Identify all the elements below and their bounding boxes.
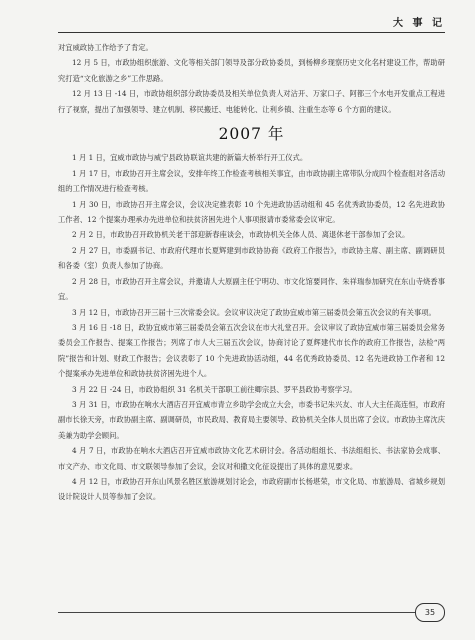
header-rule (58, 32, 445, 33)
paragraph: 3 月 31 日，市政协在响水大酒店召开宜威市青立乡助学会成立大会，市委书记朱兴友、市人大主任高连恒，市政府副市长徐天旁，市政协副主席、副调研员，市民政局、教育局主要领导、政协机关全体人员出席了会议。市政协主席沈庆美兼为助学会顾问。 (58, 399, 445, 440)
paragraph: 4 月 12 日，市政协召开东山风景名胜区旅游规划讨论会，市政府副市长杨堪荣，市文化局、市旅游局、省城乡规划设计院设计人员等参加了会议。 (58, 476, 445, 502)
paragraphs-after-year (58, 150, 445, 504)
paragraph: 1 月 17 日，市政协召开主席会议，安排年终工作检查考核相关事宜，由市政协副主席带队分成四个检查组对各活动组的工作情况进行检查考核。 (58, 168, 445, 194)
footer-rule (58, 612, 445, 613)
paragraph: 4 月 7 日，市政协在响水大酒店召开宜威市政协文化艺术研讨会。各活动组组长、书法组组长、书法家协会成事、市文产办、市文化局、市文联领导参加了会议，会议对和撒文化征设提出了具体的意见要求。 (58, 446, 445, 471)
paragraph: 3 月 12 日，市政协召开三届十三次常委会议。会议审议决定了政协宜威市第三届委员会第五次会议的有关事项。 (72, 307, 436, 317)
paragraph: 对宜威政协工作给予了肯定。 (58, 43, 153, 52)
year-heading: 2007 年 (218, 125, 285, 144)
paragraph: 2 月 28 日，市政协召开主席会议，并邀请人大原副主任宁明功、市文化馆要同作、朱祥瑞参加研究在东山寺烧香事宜。 (58, 276, 445, 302)
paragraph: 2 月 2 日，市政协召开政协机关老干部迎新春座谈会，市政协机关全体人员、离退休老干部参加了会议。 (72, 230, 410, 240)
paragraph: 12 月 5 日，市政协组织旅游、文化等相关部门领导及部分政协委员，到杨柳乡现察历史文化名村建设工作，帮助研究打造“文化旅游之乡”工作思路。 (58, 58, 445, 83)
paragraph: 12 月 13 日 -14 日，市政协组织部分政协委员及相关单位负责人对沾开、万家口子、阿都三个水电开发重点工程进行了视察，提出了加强领导、建立机制、移民搬迁、电能转化、让利乡镇、注重生态等 6 个方面的建议。 (58, 89, 445, 114)
running-header-title: 大 事 记 (393, 18, 445, 29)
paragraph: 3 月 22 日 -24 日，市政协组织 31 名机关干部职工前往卿宗县、罗平县政协考察学习。 (72, 384, 357, 394)
page-number: 35 (415, 603, 445, 622)
paragraph: 2 月 27 日，市委副书记、市政府代理市长夏辉建到市政协协商《政府工作报告》，市政协主席、副主席、副调研员和各委（室）负责人参加了协商。 (58, 245, 445, 271)
paragraph: 1 月 30 日，市政协召开主席会议，会议决定推表彰 10 个先进政协活动组和 45 名优秀政协委员，12 名先进政协工作者、12 个提案办理承办先进单位和扶贫济困先进个人事项报请市委常委会议审定。 (58, 199, 445, 225)
paragraph: 3 月 16 日 -18 日，政协宜威市第三届委员会第五次会议在市大礼堂召开。会议审议了政协宜威市第三届委员会常务委员会工作报告、提案工作报告；列席了市人大三届五次会议，协商讨论了夏辉建代市长作的政府工作报告，法检“两院”报告和计划、财政工作报告；会议表彰了 10 个先进政协活动组，44 名优秀政协委员、12 名先进政协工作者和 12 个提案承办先进单位和政协扶贫济困先进个人。 (58, 322, 445, 379)
paragraph: 1 月 1 日，宜威市政协与威宁县政协联谊共建的新篇大桥举行开工仪式。 (72, 153, 308, 163)
page-body (58, 40, 445, 505)
paragraphs-before-year (58, 40, 445, 117)
